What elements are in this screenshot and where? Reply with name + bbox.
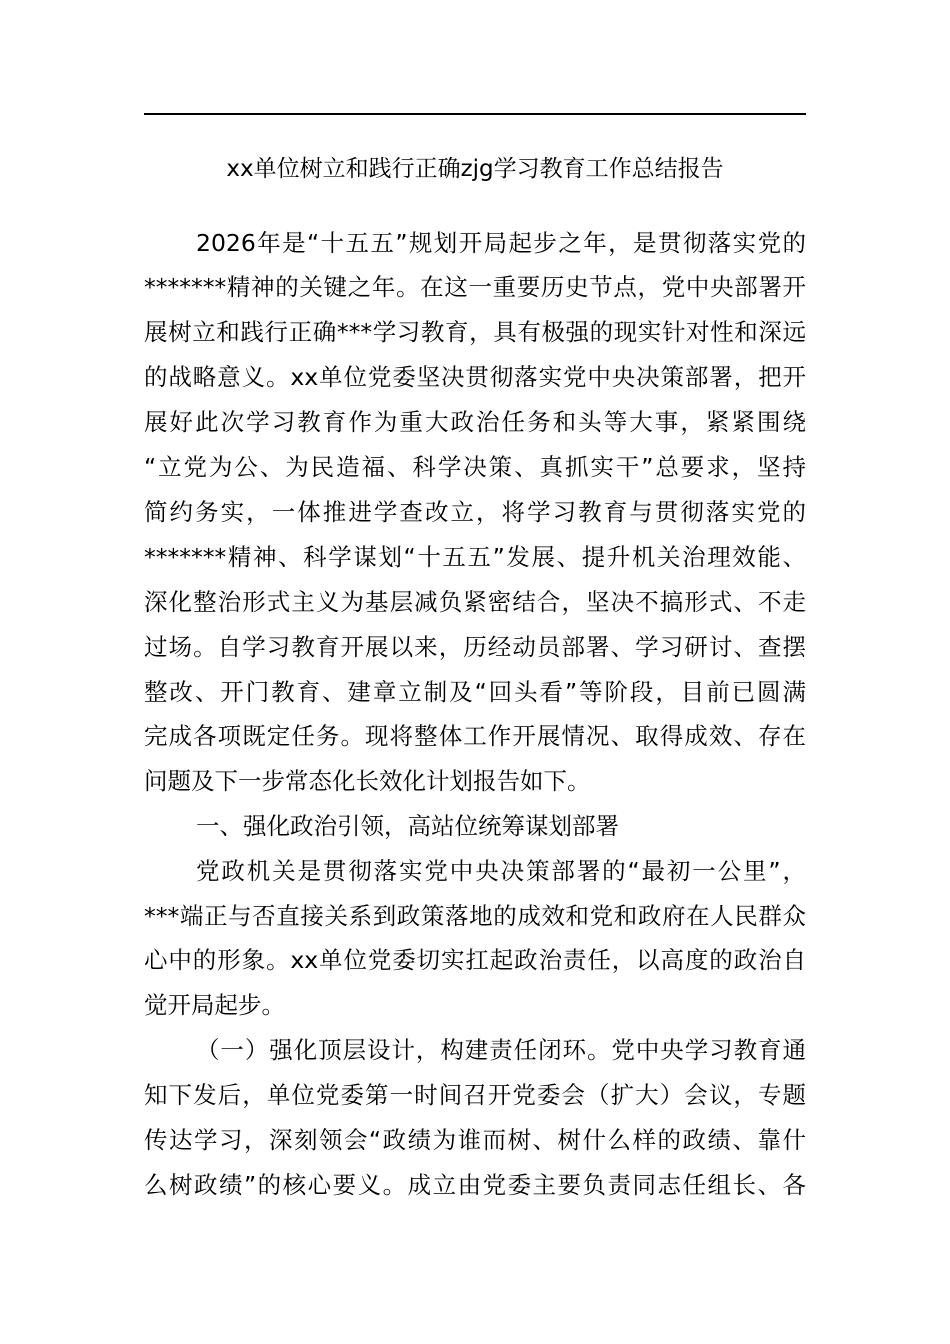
paragraph-1-line-13: 问题及下一步常态化长效化计划报告如下。 <box>144 767 591 795</box>
paragraph-1-line-7: 简约务实，一体推进学查改立，将学习教育与贯彻落实党的 <box>144 498 806 526</box>
paragraph-1-line-6: “立党为公、为民造福、科学决策、真抓实干”总要求，坚持 <box>144 453 806 481</box>
paragraph-3-line-3: 传达学习，深刻领会“政绩为谁而树、树什么样的政绩、靠什 <box>144 1126 806 1154</box>
paragraph-1-line-11: 整改、开门教育、建章立制及“回头看”等阶段，目前已圆满 <box>144 678 806 706</box>
paragraph-1-line-12: 完成各项既定任务。现将整体工作开展情况、取得成效、存在 <box>144 722 806 750</box>
paragraph-1-line-2: *******精神的关键之年。在这一重要历史节点，党中央部署开 <box>144 273 806 301</box>
paragraph-1-line-9: 深化整治形式主义为基层减负紧密结合，坚决不搞形式、不走 <box>144 588 806 616</box>
paragraph-2-line-3: 心中的形象。xx单位党委切实扛起政治责任，以高度的政治自 <box>144 946 806 974</box>
paragraph-3-line-2: 知下发后，单位党委第一时间召开党委会（扩大）会议，专题 <box>144 1081 806 1109</box>
paragraph-2-line-4: 觉开局起步。 <box>144 991 285 1019</box>
paragraph-3-line-1: （一）强化顶层设计，构建责任闭环。党中央学习教育通 <box>196 1036 806 1064</box>
paragraph-2-line-2: ***端正与否直接关系到政策落地的成效和党和政府在人民群众 <box>144 902 806 930</box>
paragraph-1-line-8: *******精神、科学谋划“十五五”发展、提升机关治理效能、 <box>144 543 806 571</box>
header-rule <box>144 113 806 115</box>
paragraph-1-line-5: 展好此次学习教育作为重大政治任务和头等大事，紧紧围绕 <box>144 408 806 436</box>
paragraph-1-line-3: 展树立和践行正确***学习教育，具有极强的现实针对性和深远 <box>144 318 806 346</box>
paragraph-3-line-4: 么树政绩”的核心要义。成立由党委主要负责同志任组长、各 <box>144 1171 806 1199</box>
section-heading-1: 一、强化政治引领，高站位统筹谋划部署 <box>196 812 619 840</box>
paragraph-1-line-10: 过场。自学习教育开展以来，历经动员部署、学习研讨、查摆 <box>144 633 806 661</box>
paragraph-1-line-4: 的战略意义。xx单位党委坚决贯彻落实党中央决策部署，把开 <box>144 363 806 391</box>
document-title: xx单位树立和践行正确zjg学习教育工作总结报告 <box>226 156 724 182</box>
paragraph-1-line-1: 2026年是“十五五”规划开局起步之年，是贯彻落实党的 <box>196 229 806 257</box>
paragraph-2-line-1: 党政机关是贯彻落实党中央决策部署的“最初一公里”， <box>196 857 806 885</box>
